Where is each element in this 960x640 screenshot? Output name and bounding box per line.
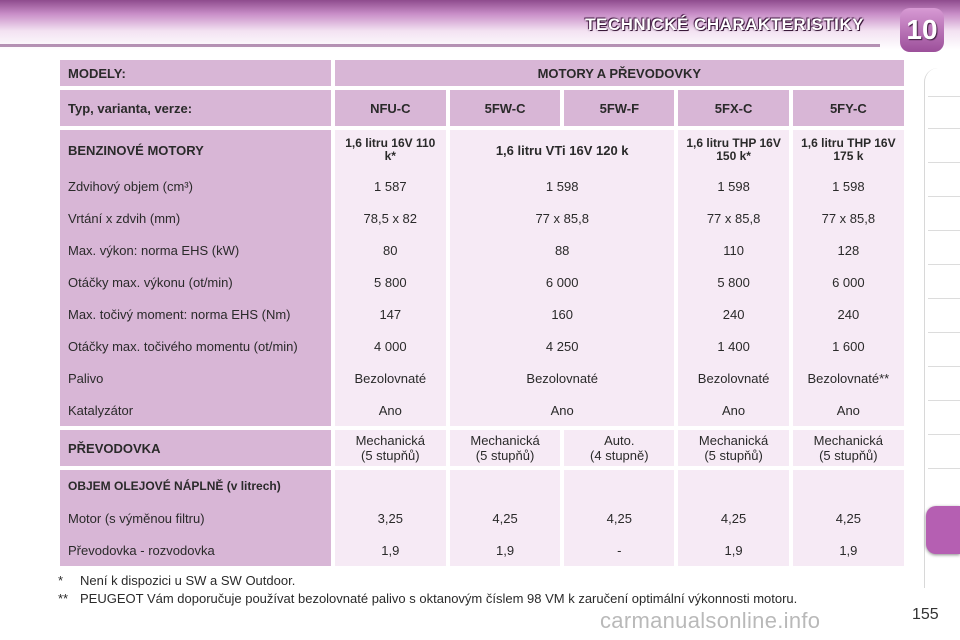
- gearbox-value: [335, 430, 446, 466]
- oil-value: 4,25: [450, 502, 560, 534]
- oil-value: -: [564, 534, 674, 566]
- page-title: TECHNICKÉ CHARAKTERISTIKY: [585, 15, 864, 34]
- footnote: [58, 590, 797, 608]
- spec-value: 1 587: [335, 170, 446, 202]
- spec-label: Katalyzátor: [60, 394, 331, 426]
- gearbox-gears: (4 stupně): [590, 448, 649, 463]
- engine-name: 1,6 litru THP 16V 150 k*: [678, 130, 788, 170]
- side-tab[interactable]: [928, 128, 960, 129]
- spec-value: Bezolovnaté: [678, 362, 788, 394]
- oil-value: 1,9: [335, 534, 446, 566]
- spec-value: 5 800: [678, 266, 788, 298]
- side-tab[interactable]: [928, 230, 960, 231]
- gearbox-value: [678, 430, 788, 466]
- spec-label: Zdvihový objem (cm³): [60, 170, 331, 202]
- spec-value: 6 000: [450, 266, 675, 298]
- gearbox-type: Mechanická: [813, 433, 884, 448]
- engine-name: 1,6 litru 16V 110 k*: [335, 130, 446, 170]
- spec-value: Ano: [335, 394, 446, 426]
- footnote: [58, 572, 797, 590]
- spec-table: [56, 60, 908, 566]
- footnotes: [58, 572, 797, 608]
- spec-value: 88: [450, 234, 675, 266]
- type-code: 5FY-C: [793, 90, 904, 126]
- spec-label: Max. výkon: norma EHS (kW): [60, 234, 331, 266]
- spec-value: 77 x 85,8: [450, 202, 675, 234]
- spec-value: Bezolovnaté: [335, 362, 446, 394]
- oil-value: 1,9: [678, 534, 788, 566]
- gearbox-value: [564, 430, 674, 466]
- spec-label: Otáčky max. točivého momentu (ot/min): [60, 330, 331, 362]
- side-tab[interactable]: [928, 468, 960, 469]
- gearbox-type: Mechanická: [355, 433, 425, 448]
- spec-value: 77 x 85,8: [678, 202, 788, 234]
- oil-label: Převodovka - rozvodovka: [60, 534, 331, 566]
- spec-value: 160: [450, 298, 675, 330]
- oil-label: Motor (s výměnou filtru): [60, 502, 331, 534]
- side-tab[interactable]: [928, 298, 960, 299]
- spec-value: 1 598: [450, 170, 675, 202]
- spec-value: Ano: [450, 394, 675, 426]
- spec-value: Ano: [793, 394, 904, 426]
- oil-value: 4,25: [564, 502, 674, 534]
- engine-group-label: BENZINOVÉ MOTORY: [60, 130, 331, 170]
- spec-value: 5 800: [335, 266, 446, 298]
- oil-value: 3,25: [335, 502, 446, 534]
- spec-label: Max. točivý moment: norma EHS (Nm): [60, 298, 331, 330]
- spec-value: 6 000: [793, 266, 904, 298]
- spec-value: 1 600: [793, 330, 904, 362]
- side-tab[interactable]: [928, 162, 960, 163]
- side-tab[interactable]: [928, 196, 960, 197]
- spec-label: Palivo: [60, 362, 331, 394]
- spec-value: 4 000: [335, 330, 446, 362]
- gearbox-value: [793, 430, 904, 466]
- gearbox-gears: (5 stupňů): [475, 448, 535, 463]
- gearbox-type: Auto.: [604, 433, 635, 448]
- gearbox-type: Mechanická: [698, 433, 769, 448]
- page-number: 155: [912, 606, 939, 623]
- gearbox-value: [450, 430, 560, 466]
- type-code: 5FW-C: [450, 90, 560, 126]
- spec-value: Bezolovnaté**: [793, 362, 904, 394]
- side-tab[interactable]: [928, 434, 960, 435]
- oil-value: 4,25: [678, 502, 788, 534]
- footnote-mark: **: [58, 591, 69, 606]
- header-line: [0, 44, 880, 47]
- spec-value: 240: [678, 298, 788, 330]
- spec-value: Bezolovnaté: [450, 362, 675, 394]
- chapter-badge: 10: [900, 8, 944, 52]
- spec-value: 4 250: [450, 330, 675, 362]
- gearbox-type: Mechanická: [470, 433, 540, 448]
- oil-group-label: OBJEM OLEJOVÉ NÁPLNĚ (v litrech): [60, 470, 331, 502]
- gearbox-label: PŘEVODOVKA: [60, 430, 331, 466]
- gearbox-gears: (5 stupňů): [361, 448, 420, 463]
- oil-value: 1,9: [793, 534, 904, 566]
- oil-value: 1,9: [450, 534, 560, 566]
- footnote-text: PEUGEOT Vám doporučuje používat bezolovnaté palivo s oktanovým číslem 98 VM k zaručení optimální výkonnosti motoru.: [80, 591, 798, 606]
- engine-name: 1,6 litru VTi 16V 120 k: [450, 130, 675, 170]
- spec-value: 1 400: [678, 330, 788, 362]
- spec-label: Otáčky max. výkonu (ot/min): [60, 266, 331, 298]
- spec-value: 128: [793, 234, 904, 266]
- type-code: 5FX-C: [678, 90, 788, 126]
- side-tab[interactable]: [928, 96, 960, 97]
- gearbox-gears: (5 stupňů): [819, 448, 878, 463]
- watermark: carmanualsonline.info: [600, 608, 821, 633]
- spec-value: 78,5 x 82: [335, 202, 446, 234]
- oil-value: 4,25: [793, 502, 904, 534]
- type-label: Typ, varianta, verze:: [60, 90, 331, 126]
- empty-cell: [450, 470, 560, 502]
- engines-gearbox-header: MOTORY A PŘEVODOVKY: [335, 60, 904, 86]
- gearbox-gears: (5 stupňů): [704, 448, 763, 463]
- engine-name: 1,6 litru THP 16V 175 k: [793, 130, 904, 170]
- side-tab[interactable]: [928, 332, 960, 333]
- spec-label: Vrtání x zdvih (mm): [60, 202, 331, 234]
- side-tab[interactable]: [928, 400, 960, 401]
- spec-value: 1 598: [678, 170, 788, 202]
- spec-value: 1 598: [793, 170, 904, 202]
- spec-value: 147: [335, 298, 446, 330]
- spec-value: 240: [793, 298, 904, 330]
- models-header: MODELY:: [60, 60, 331, 86]
- spec-value: 77 x 85,8: [793, 202, 904, 234]
- spec-value: Ano: [678, 394, 788, 426]
- spec-value: 110: [678, 234, 788, 266]
- empty-cell: [793, 470, 904, 502]
- type-code: NFU-C: [335, 90, 446, 126]
- side-tab[interactable]: [928, 366, 960, 367]
- empty-cell: [678, 470, 788, 502]
- empty-cell: [564, 470, 674, 502]
- side-tab-active[interactable]: [926, 506, 960, 554]
- footnote-text: Není k dispozici u SW a SW Outdoor.: [80, 573, 296, 588]
- empty-cell: [335, 470, 446, 502]
- type-code: 5FW-F: [564, 90, 674, 126]
- spec-value: 80: [335, 234, 446, 266]
- side-tab[interactable]: [928, 264, 960, 265]
- footnote-mark: *: [58, 573, 64, 588]
